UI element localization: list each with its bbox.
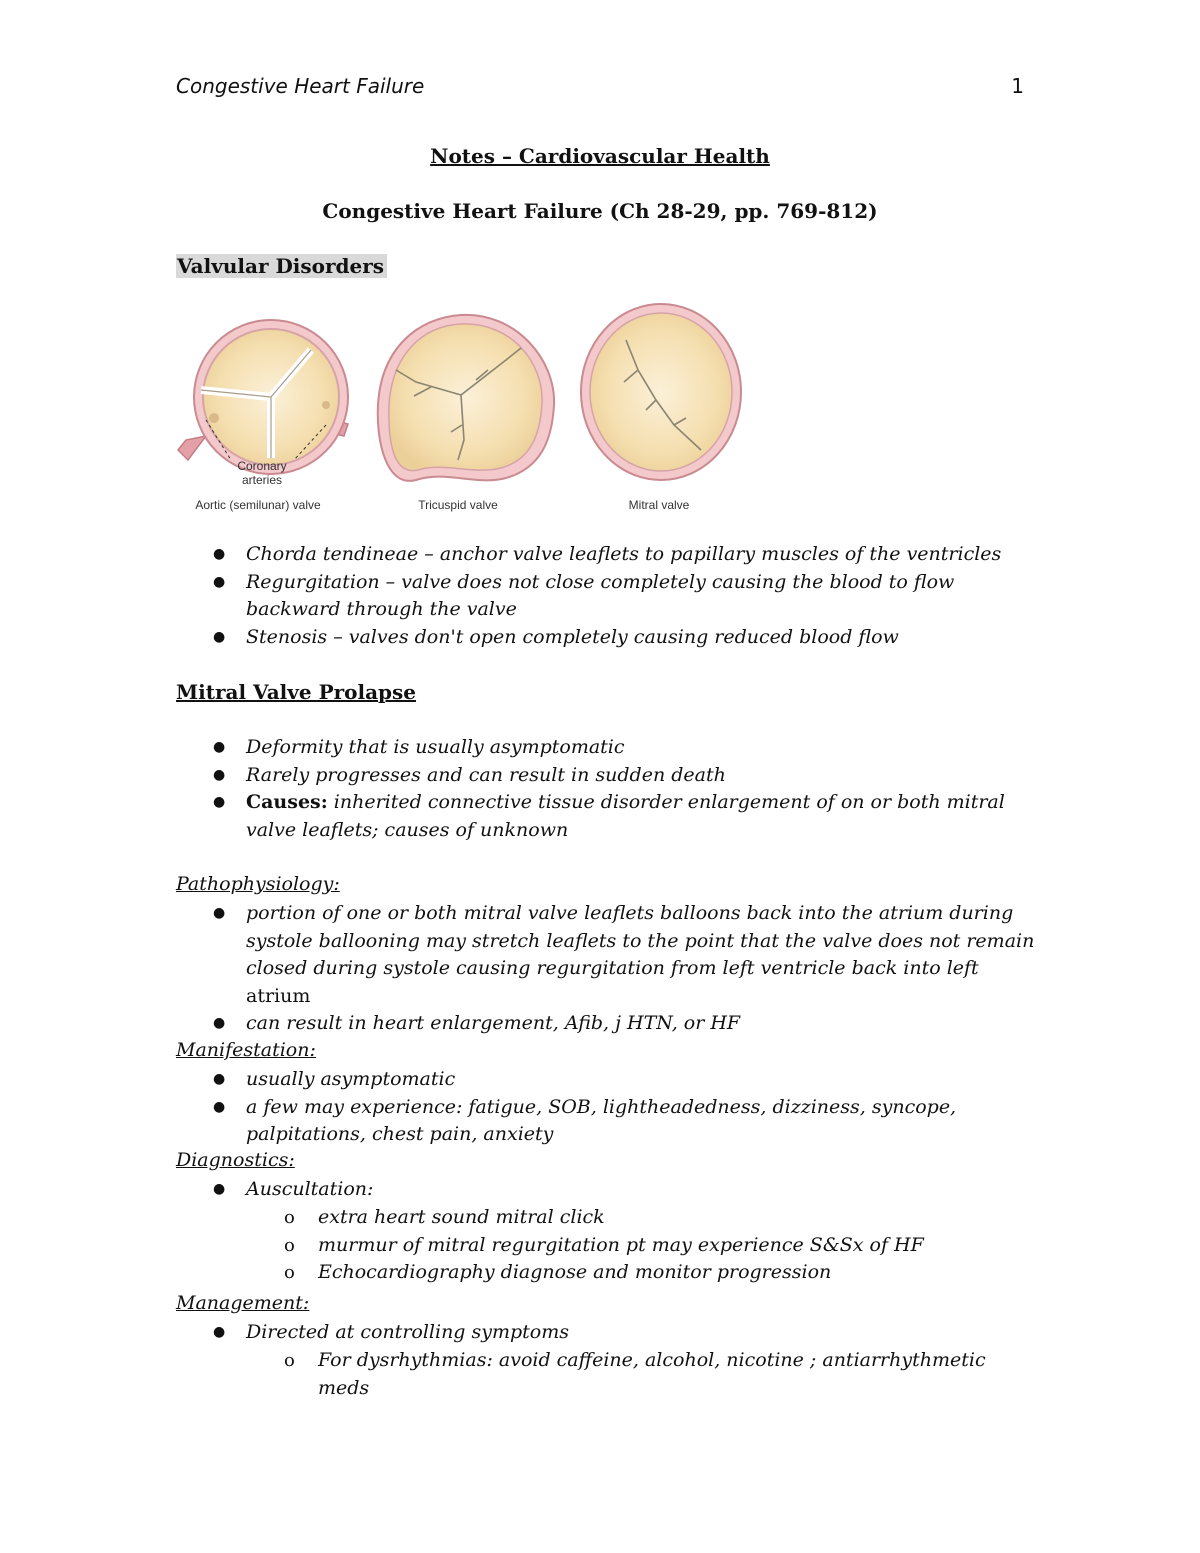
mitral-valve-label: Mitral valve	[628, 498, 690, 512]
list-item: ● Directed at controlling symptoms	[176, 1319, 1042, 1347]
running-header	[176, 74, 1024, 102]
diagnostics-sub-bullets	[176, 1204, 1042, 1287]
list-item: o For dysrhythmias: avoid caffeine, alcohol, nicotine ; antiarrhythmetic meds	[176, 1347, 1042, 1402]
list-item: ● a few may experience: fatigue, SOB, lightheadedness, dizziness, syncope, palpitations, chest pain, anxiety	[176, 1094, 1042, 1149]
list-item: ● Regurgitation – valve does not close completely causing the blood to flow backward through the valve	[176, 569, 1042, 624]
pathophysiology-bullets	[176, 900, 1042, 1038]
tricuspid-valve-drawing	[378, 315, 554, 481]
list-item: ● Chorda tendineae – anchor valve leaflets to papillary muscles of the ventricles	[176, 541, 1042, 569]
list-item: ● can result in heart enlargement, Afib, j HTN, or HF	[176, 1010, 1042, 1038]
page-number: 1	[1011, 74, 1024, 98]
diagnostics-bullets	[176, 1176, 1042, 1204]
section-heading-valvular: Valvular Disorders	[176, 254, 387, 278]
manifestation-bullets	[176, 1066, 1042, 1149]
valve-figure	[176, 300, 756, 525]
patho-text: portion of one or both mitral valve leaflets balloons back into the atrium during systole ballooning may stretch leaflets to the point that the valve does not remain closed during systole causing regurgitation from left ventricle back into left	[246, 902, 1035, 979]
management-sub-bullets	[176, 1347, 1042, 1402]
aortic-valve-drawing	[178, 320, 348, 474]
list-item: ● Auscultation:	[176, 1176, 1042, 1204]
document-subtitle: Congestive Heart Failure (Ch 28-29, pp. 769-812)	[322, 199, 878, 223]
aortic-valve-label: Aortic (semilunar) valve	[195, 498, 321, 512]
coronary-label-line2: arteries	[241, 473, 283, 487]
list-item: ● Deformity that is usually asymptomatic	[176, 734, 1042, 762]
list-item	[176, 900, 1042, 1010]
tricuspid-valve-label: Tricuspid valve	[418, 498, 498, 512]
mvp-bullets	[176, 734, 1042, 844]
coronary-label-line1: Coronary	[237, 459, 287, 473]
list-item: ● usually asymptomatic	[176, 1066, 1042, 1094]
list-item	[176, 789, 1042, 844]
valve-illustration	[176, 300, 756, 525]
header-title: Congestive Heart Failure	[176, 74, 425, 98]
causes-text: inherited connective tissue disorder enlargement of on or both mitral valve leaflets; causes of unknown	[246, 791, 1005, 841]
pathophysiology-heading: Pathophysiology:	[176, 873, 340, 895]
list-item: ● Rarely progresses and can result in sudden death	[176, 762, 1042, 790]
management-bullets	[176, 1319, 1042, 1347]
diagnostics-heading: Diagnostics:	[176, 1149, 295, 1171]
list-item: o extra heart sound mitral click	[176, 1204, 1042, 1232]
manifestation-heading: Manifestation:	[176, 1039, 316, 1061]
valvular-bullets	[176, 541, 1042, 651]
management-heading: Management:	[176, 1292, 310, 1314]
document-title: Notes – Cardiovascular Health	[430, 144, 770, 168]
causes-label: Causes:	[246, 791, 328, 813]
mitral-valve-drawing	[581, 304, 741, 480]
patho-text-plain: atrium	[246, 984, 311, 1007]
list-item: o Echocardiography diagnose and monitor progression	[176, 1259, 1042, 1287]
list-item: ● Stenosis – valves don't open completely causing reduced blood flow	[176, 624, 1042, 652]
section-heading-mvp: Mitral Valve Prolapse	[176, 680, 417, 704]
list-item: o murmur of mitral regurgitation pt may experience S&Sx of HF	[176, 1232, 1042, 1260]
